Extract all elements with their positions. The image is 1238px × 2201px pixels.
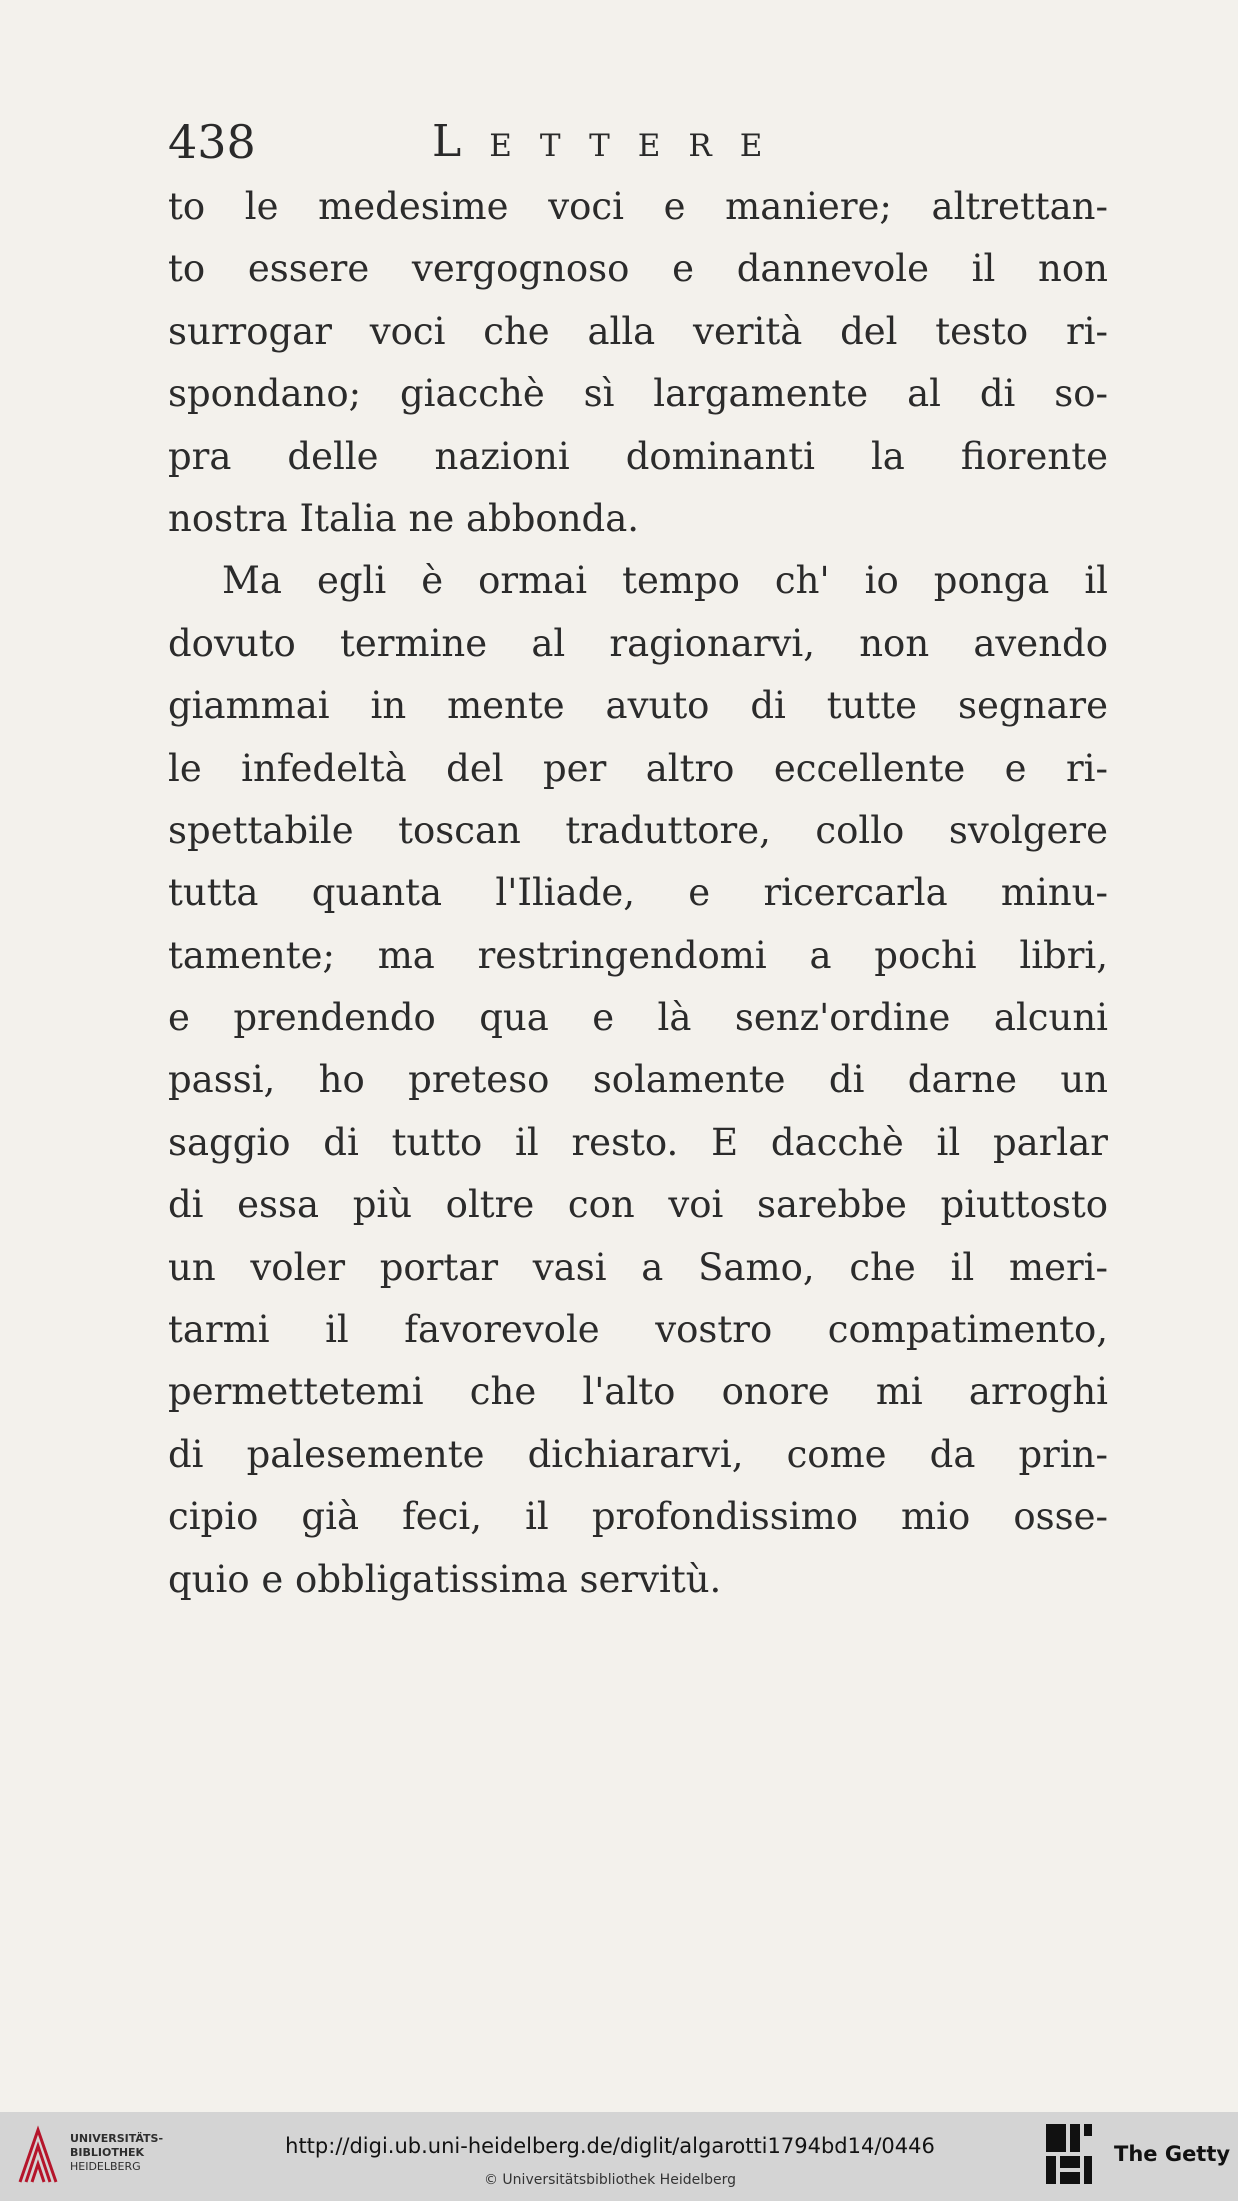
text-line: permettetemi che l'alto onore mi arroghi [168, 1370, 1108, 1414]
text-line: di palesemente dichiararvi, come da prin- [168, 1432, 1108, 1476]
text-line: to le medesime voci e maniere; altrettan- [168, 185, 1108, 228]
text-line: surrogar voci che alla verità del testo ri- [168, 309, 1108, 353]
text-line: di essa più oltre con voi sarebbe piuttosto [168, 1183, 1108, 1227]
text-line: pra delle nazioni dominanti la fiorente [168, 434, 1108, 478]
text-line: to essere vergognoso e dannevole il non [168, 247, 1108, 291]
page-header [168, 112, 1108, 172]
text-line: saggio di tutto il resto. E dacchè il parlar [168, 1120, 1108, 1164]
library-name-line: UNIVERSITÄTS- [70, 2132, 164, 2145]
text-line: tutta quanta l'Iliade, e ricercarla minu- [168, 871, 1108, 915]
text-line: passi, ho preteso solamente di darne un [168, 1058, 1108, 1102]
text-line: tamente; ma restringendomi a pochi libri, [168, 933, 1108, 977]
text-line: Ma egli è ormai tempo ch' io ponga il [222, 559, 1108, 603]
library-name [70, 2132, 163, 2174]
university-library-logo-icon [14, 2124, 62, 2188]
running-title: Lettere [432, 116, 791, 167]
text-line: giammai in mente avuto di tutte segnare [168, 684, 1108, 728]
permalink-url[interactable]: http://digi.ub.uni-heidelberg.de/diglit/algarotti1794bd14/0446 [285, 2134, 935, 2158]
getty-logo-icon [1044, 2122, 1094, 2188]
body-text [168, 176, 1108, 1611]
text-line: spondano; giacchè sì largamente al di so- [168, 372, 1108, 416]
library-name-line: HEIDELBERG [70, 2160, 141, 2173]
text-line: quio e obbligatissima servitù. [168, 1557, 722, 1601]
text-line: tarmi il favorevole vostro compatimento, [168, 1308, 1108, 1352]
viewer-footer [0, 2112, 1238, 2201]
text-line: e prendendo qua e là senz'ordine alcuni [168, 996, 1108, 1040]
text-line: un voler portar vasi a Samo, che il meri- [168, 1245, 1108, 1289]
text-line: spettabile toscan traduttore, collo svolgere [168, 808, 1108, 852]
partner-name: The Getty [1114, 2142, 1231, 2166]
copyright-notice: © Universitätsbibliothek Heidelberg [483, 2172, 736, 2188]
text-line: dovuto termine al ragionarvi, non avendo [168, 621, 1108, 665]
page-number: 438 [168, 115, 256, 169]
text-line: cipio già feci, il profondissimo mio osse- [168, 1495, 1108, 1539]
text-line: le infedeltà del per altro eccellente e ri- [168, 746, 1108, 790]
library-name-line: BIBLIOTHEK [70, 2146, 145, 2159]
text-line: nostra Italia ne abbonda. [168, 496, 640, 540]
